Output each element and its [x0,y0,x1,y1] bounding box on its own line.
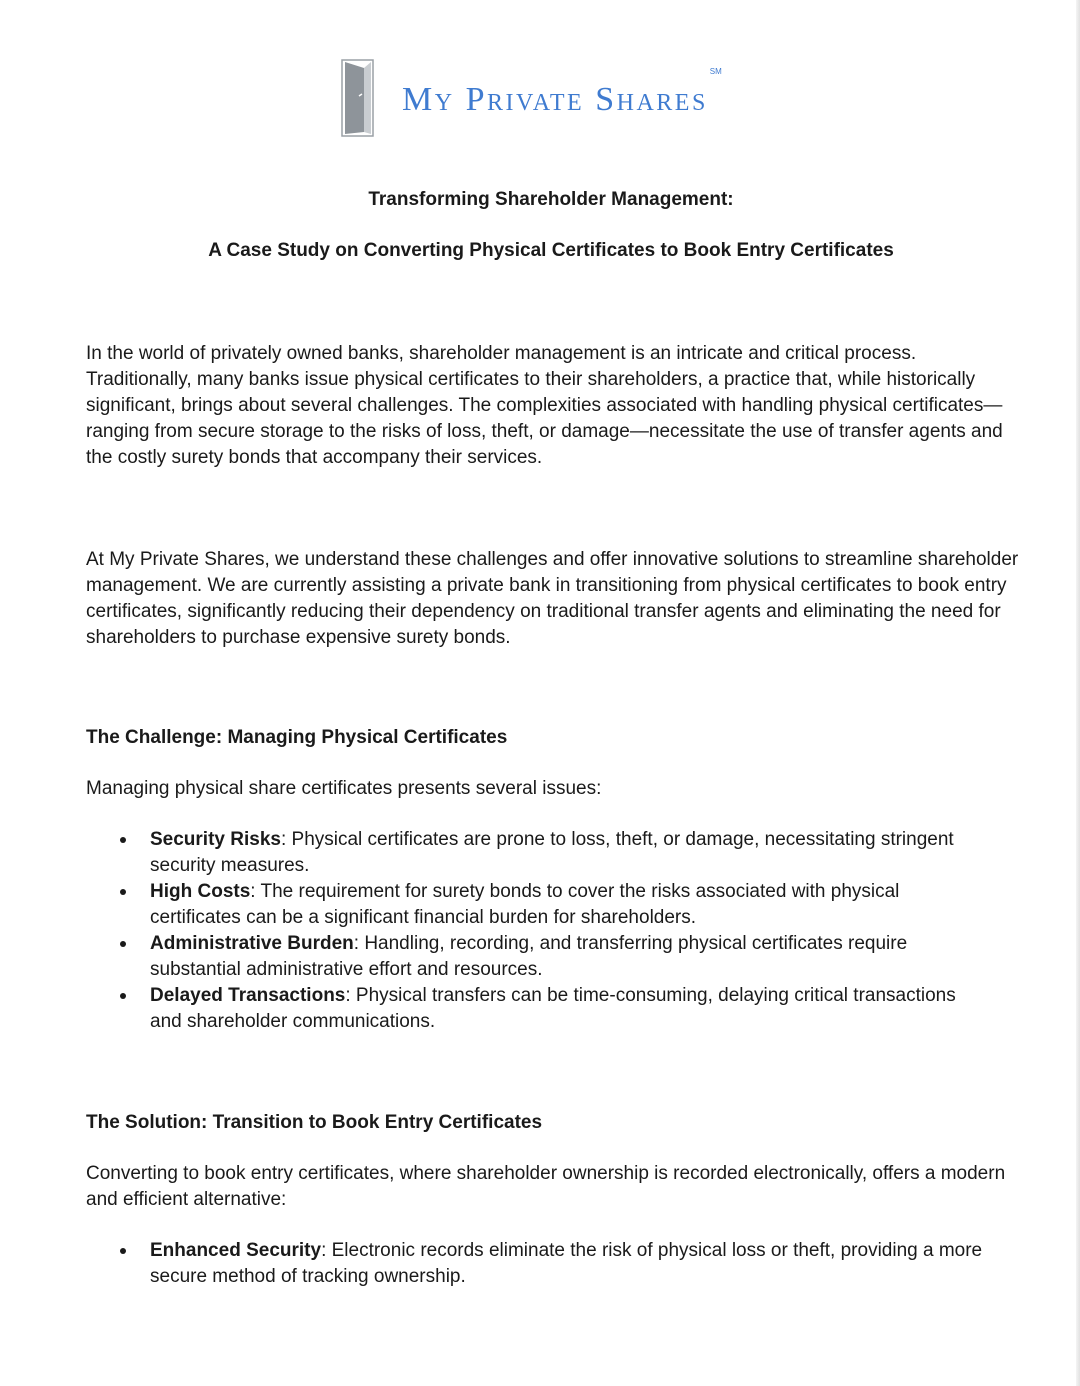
solution-intro: Converting to book entry certificates, where shareholder ownership is recorded electronically, offers a modern and efficient alternative: [86,1163,1006,1210]
bullet-icon [120,941,126,947]
solution-list [86,1238,986,1290]
logo-brand: My Private Shares [402,81,708,118]
item-text: : Electronic records eliminate the risk of physical loss or theft, providing a more secure method of tracking ownership. [150,1240,983,1287]
item-text: : Handling, recording, and transferring physical certificates require substantial administrative effort and resources. [150,933,908,980]
service-mark: SM [709,67,722,76]
item-term: Administrative Burden [150,933,354,954]
item-term: Security Risks [150,829,281,850]
bullet-icon [120,889,126,895]
bullet-icon [120,993,126,999]
document-subtitle: A Case Study on Converting Physical Certificates to Book Entry Certificates [208,240,894,261]
item-term: High Costs [150,881,251,902]
list-item [86,983,986,1035]
challenge-heading: The Challenge: Managing Physical Certificates [86,727,508,748]
list-item [86,931,986,983]
company-paragraph: At My Private Shares, we understand these challenges and offer innovative solutions to streamline shareholder management. We are currently assisting a private bank in transitioning from physical certificates to book entry certificates, significantly reducing their dependency on traditional transfer agents and eliminating the need for shareholders to purchase expensive surety bonds. [86,549,1019,648]
intro-paragraph: In the world of privately owned banks, shareholder management is an intricate and critical process. Traditionally, many banks issue physical certificates to their shareholders, a practice that, while historically significant, brings about several challenges. The complexities associated with handling physical certificates—ranging from secure storage to the risks of loss, theft, or damage—necessitate the use of transfer agents and the costly surety bonds that accompany their services. [86,343,1003,468]
document-title: Transforming Shareholder Management: [368,189,734,210]
bullet-icon [120,1248,126,1254]
item-term: Enhanced Security [150,1240,322,1261]
open-door-icon [340,58,376,138]
solution-heading: The Solution: Transition to Book Entry Certificates [86,1112,543,1133]
item-text: : The requirement for surety bonds to cover the risks associated with physical certificates can be a significant financial burden for shareholders. [150,881,900,928]
company-logo [340,58,722,138]
challenge-list [86,827,986,1035]
bullet-icon [120,837,126,843]
item-text: : Physical transfers can be time-consuming, delaying critical transactions and shareholder communications. [150,985,956,1032]
item-text: : Physical certificates are prone to loss, theft, or damage, necessitating stringent security measures. [150,829,954,876]
list-item [86,827,986,879]
list-item [86,1238,986,1290]
challenge-intro: Managing physical share certificates presents several issues: [86,778,602,799]
item-term: Delayed Transactions [150,985,346,1006]
list-item [86,879,986,931]
logo-wordmark [402,67,722,119]
